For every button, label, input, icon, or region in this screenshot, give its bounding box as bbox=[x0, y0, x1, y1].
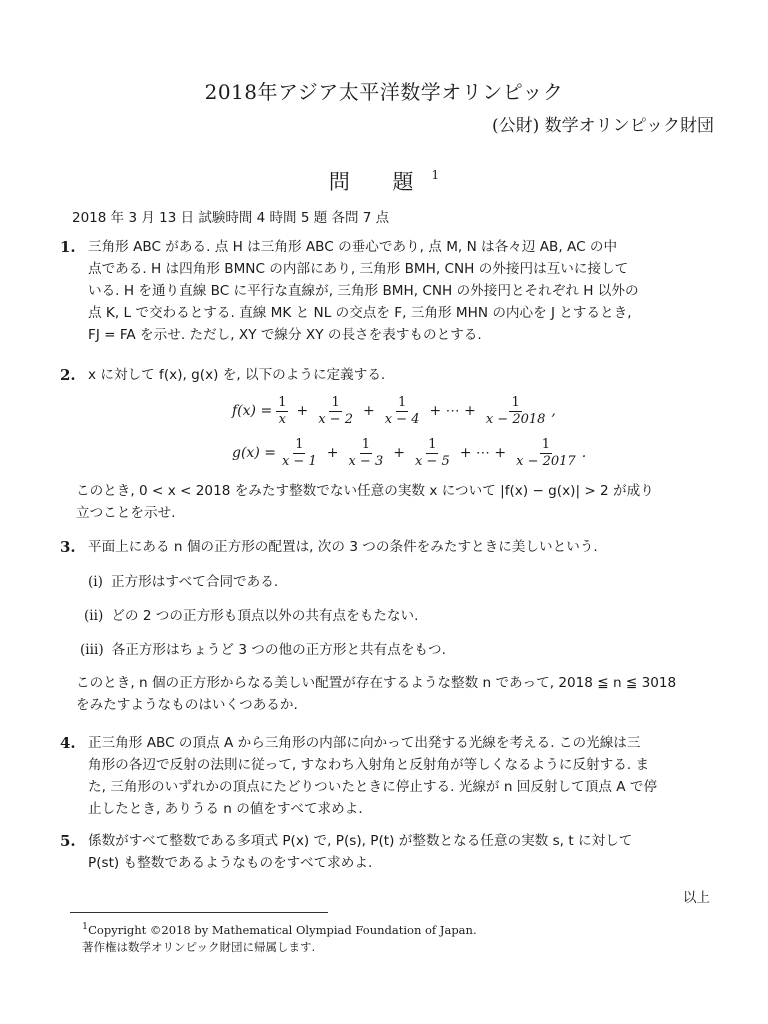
condition-ii: (ii) どの 2 つの正方形も頂点以外の共有点をもたない. bbox=[84, 608, 419, 624]
problem-1 bbox=[60, 236, 720, 346]
fraction: $\frac{1}{x - 3}$ bbox=[348, 436, 384, 469]
heading-text: 問 題 bbox=[328, 170, 432, 194]
formula-block bbox=[232, 390, 586, 474]
section-heading bbox=[0, 166, 768, 196]
problem-number: 2. bbox=[60, 366, 76, 384]
exam-meta: 2018 年 3 月 13 日 試験時間 4 時間 5 題 各問 7 点 bbox=[72, 210, 390, 226]
fraction: $\frac{1}{x - 4}$ bbox=[384, 394, 420, 427]
problem-text: このとき, n 個の正方形からなる美しい配置が存在するような整数 n であって, 2018 ≦ n ≦ 3018 をみたすようなものはいくつあるか. bbox=[76, 675, 677, 713]
formula-f-lhs: f(x) = bbox=[232, 403, 273, 419]
condition-iii: (iii) 各正方形はちょうど 3 つの他の正方形と共有点をもつ. bbox=[80, 642, 446, 658]
problem-number: 1. bbox=[60, 238, 76, 256]
problem-2 bbox=[60, 364, 720, 386]
formula-f: f(x) = $\frac{1}{x}$ + $\frac{1}{x - 2}$ + $\frac{1}{x - 4}$ + ⋯ + $\frac{1}{x - 2018}$ , bbox=[232, 394, 556, 427]
problem-3 bbox=[60, 536, 720, 558]
fraction: $\frac{1}{x - 5}$ bbox=[414, 436, 450, 469]
problem-3-body bbox=[60, 672, 720, 716]
fraction: $\frac{1}{x - 2018}$ bbox=[485, 394, 546, 427]
problem-text: 三角形 ABC がある. 点 H は三角形 ABC の垂心であり, 点 M, N は各々辺 AB, AC の中 点である. H は四角形 BMNC の内部にあり, 三角形 BMH, CNH の外接円は互いに接して いる. H を通り直線 BC に平行な直線が, 三角形 BMH, CNH の外接円とそれぞれ H 以外の 点 K, L で交わるとする. 直線 MK と NL の交点を F, 三角形 MHN の内心を J とするとき, FJ = FA を示せ. ただし, XY で線分 XY の長さを表すものとする. bbox=[88, 239, 639, 343]
fraction: $\frac{1}{x - 1}$ bbox=[281, 436, 317, 469]
problem-text: 正三角形 ABC の頂点 A から三角形の内部に向かって出発する光線を考える. この光線は三 角形の各辺で反射の法則に従って, すなわち入射角と反射角が等しくなるように反射する. ま た, 三角形のいずれかの頂点にたどりついたときに停止する. 光線が n 回反射して頂点 A で停 止したとき, ありうる n の値をすべて求めよ. bbox=[88, 735, 658, 817]
problem-number: 3. bbox=[60, 538, 76, 556]
heading-footnote-mark: 1 bbox=[431, 168, 440, 182]
problem-text: 係数がすべて整数である多項式 P(x) で, P(s), P(t) が整数となる任意の実数 s, t に対して P(st) も整数であるようなものをすべて求めよ. bbox=[88, 833, 633, 871]
footnote bbox=[82, 918, 477, 956]
document-title: 2018年アジア太平洋数学オリンピック bbox=[204, 80, 564, 104]
problem-intro: x に対して f(x), g(x) を, 以下のように定義する. bbox=[88, 367, 386, 383]
problem-number: 5. bbox=[60, 832, 76, 850]
condition-i: (i) 正方形はすべて合同である. bbox=[88, 574, 279, 590]
footnote-divider bbox=[70, 912, 328, 913]
problem-2-body bbox=[60, 480, 720, 524]
fraction: $\frac{1}{x}$ bbox=[278, 394, 287, 427]
problem-intro: 平面上にある n 個の正方形の配置は, 次の 3 つの条件をみたすときに美しいという. bbox=[88, 539, 598, 555]
formula-g-lhs: g(x) = bbox=[232, 445, 276, 461]
problem-5 bbox=[60, 830, 720, 874]
organization-name: (公財) 数学オリンピック財団 bbox=[492, 116, 714, 136]
problem-number: 4. bbox=[60, 734, 76, 752]
footnote-rights: 著作権は数学オリンピック財団に帰属します. bbox=[82, 939, 316, 954]
fraction: $\frac{1}{x - 2}$ bbox=[318, 394, 353, 427]
problem-text: このとき, 0 < x < 2018 をみたす整数でない任意の実数 x について |f(x) − g(x)| > 2 が成り 立つことを示せ. bbox=[76, 483, 654, 521]
end-mark: 以上 bbox=[682, 890, 710, 906]
problem-4 bbox=[60, 732, 720, 820]
formula-g: g(x) = $\frac{1}{x - 1}$ + $\frac{1}{x - 3}$ + $\frac{1}{x - 5}$ + ⋯ + $\frac{1}{x - 2017}$ . bbox=[232, 436, 587, 469]
fraction: $\frac{1}{x - 2017}$ bbox=[516, 436, 576, 469]
footnote-copyright: $^1$Copyright ©2018 by Mathematical Olympiad Foundation of Japan. bbox=[82, 921, 477, 937]
